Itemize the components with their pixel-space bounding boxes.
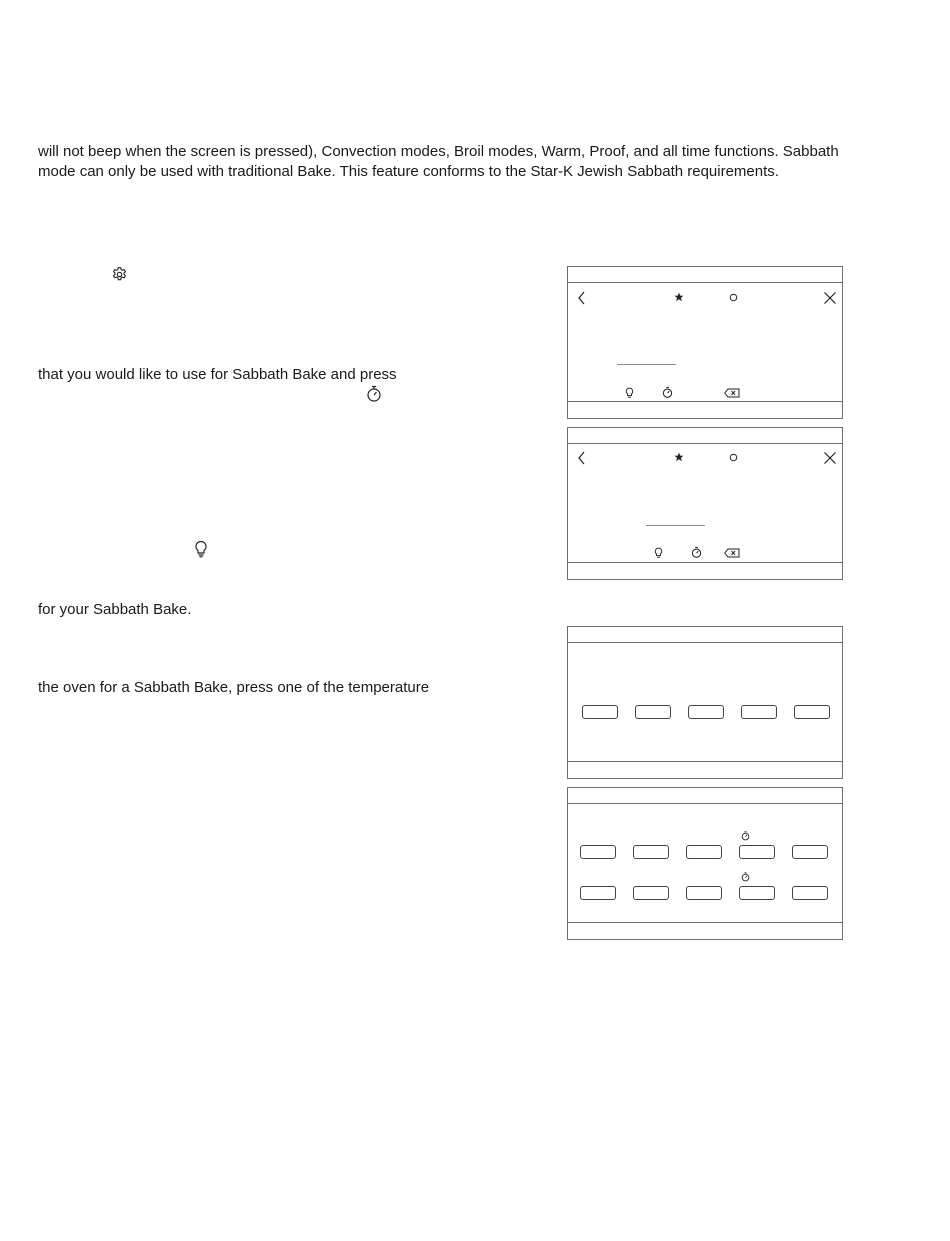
time-button[interactable] [739,845,775,859]
temperature-button[interactable] [635,705,671,719]
temperature-button[interactable] [688,705,724,719]
backspace-icon[interactable] [724,388,740,398]
star-icon [674,292,684,302]
screen-figure-4 [567,787,843,940]
time-button[interactable] [686,886,722,900]
intro-line-2: mode can only be used with traditional Bake. This feature conforms to the Star-K Jewish Sabbath requirements. [38,163,779,180]
screen-figure-1 [567,266,843,419]
lightbulb-icon[interactable] [625,387,634,399]
time-button[interactable] [633,886,669,900]
gear-icon [111,266,128,283]
backspace-icon[interactable] [724,548,740,558]
for-your-sabbath-text: for your Sabbath Bake. [38,601,192,618]
back-icon[interactable] [577,451,587,465]
time-button[interactable] [580,845,616,859]
temperature-button[interactable] [582,705,618,719]
close-icon[interactable] [823,291,837,305]
screen-figure-2 [567,427,843,580]
circle-icon [729,293,738,302]
intro-line-1: will not beep when the screen is pressed), Convection modes, Broil modes, Warm, Proof, and all time functions. Sabbath [38,143,839,160]
timer-icon [741,831,750,841]
lightbulb-icon [194,540,208,558]
time-button[interactable] [580,886,616,900]
screen-figure-3 [567,626,843,779]
time-button[interactable] [739,886,775,900]
timer-icon[interactable] [691,546,702,559]
timer-icon[interactable] [662,386,673,399]
lightbulb-icon[interactable] [654,547,663,559]
close-icon[interactable] [823,451,837,465]
temperature-button[interactable] [741,705,777,719]
timer-icon [366,385,382,403]
time-button[interactable] [792,886,828,900]
star-icon [674,452,684,462]
time-button[interactable] [792,845,828,859]
time-button[interactable] [633,845,669,859]
circle-icon [729,453,738,462]
back-icon[interactable] [577,291,587,305]
temperature-text: the oven for a Sabbath Bake, press one of the temperature [38,679,430,696]
oven-select-text: that you would like to use for Sabbath Bake and press [38,366,397,383]
temperature-button[interactable] [794,705,830,719]
timer-icon [741,872,750,882]
time-button[interactable] [686,845,722,859]
